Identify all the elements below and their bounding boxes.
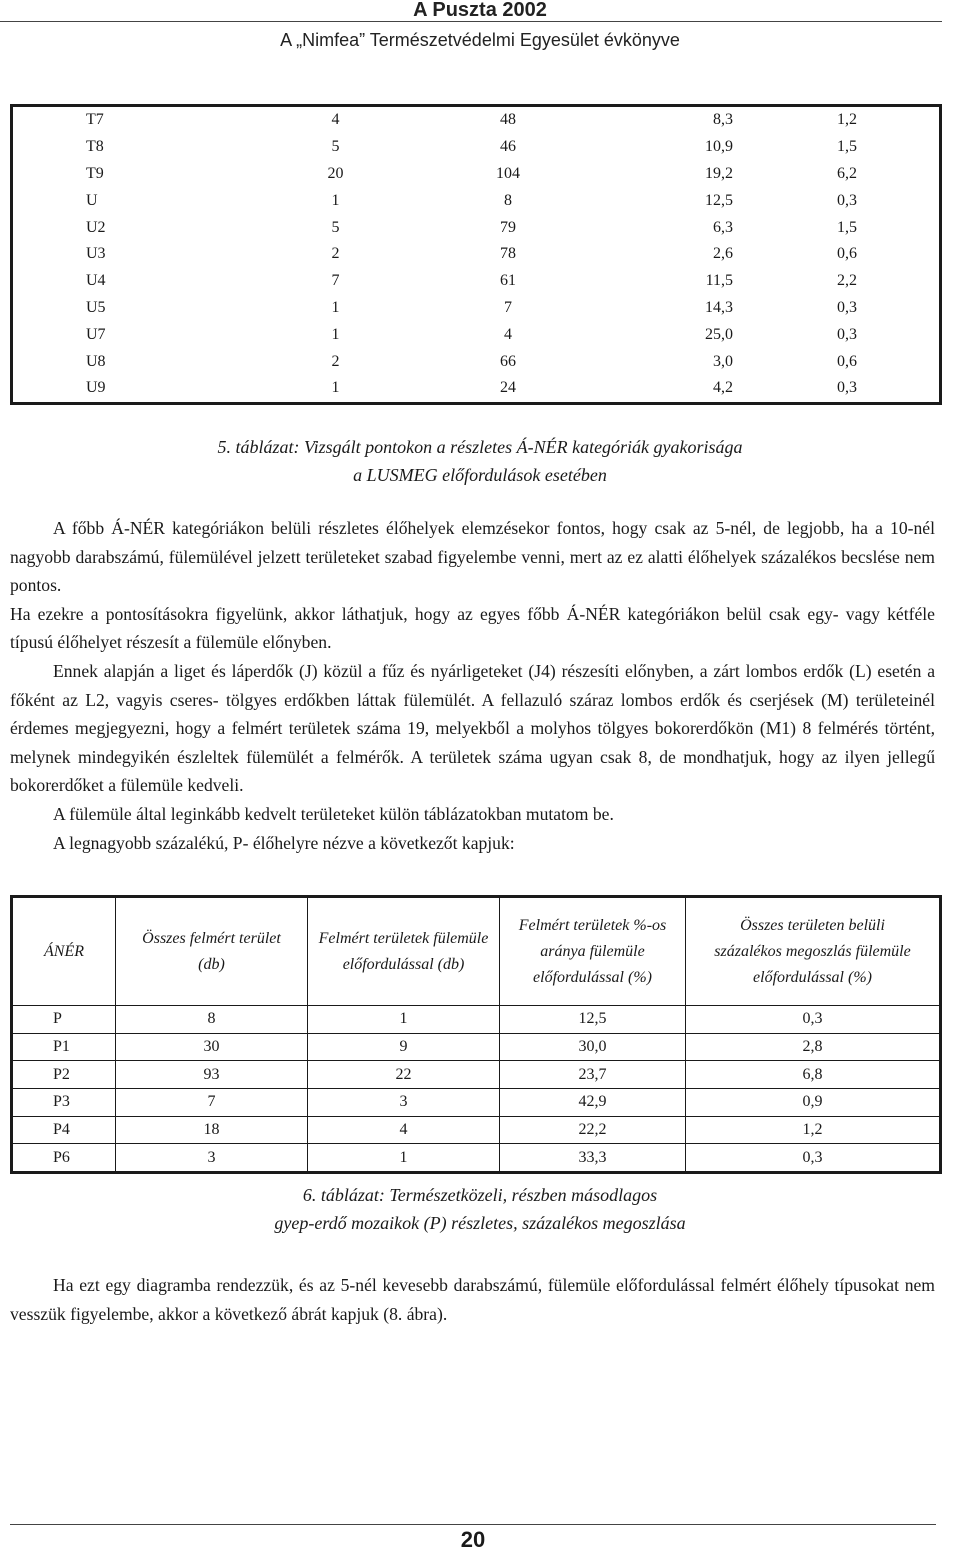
table-cell: 1 <box>308 1006 500 1034</box>
table-cell: 23,7 <box>500 1061 686 1089</box>
journal-title: A Puszta 2002 <box>413 0 547 21</box>
table-cell: U3 <box>86 245 106 263</box>
table-cell: 66 <box>500 352 516 370</box>
table-cell: U <box>86 191 98 209</box>
table-cell: U9 <box>86 379 106 397</box>
table-5 <box>10 104 942 405</box>
table-cell: 30,0 <box>500 1033 686 1061</box>
header-text: Összes felmért terület (db) <box>142 929 281 973</box>
table-cell: U4 <box>86 272 106 290</box>
header-divider <box>0 21 942 22</box>
table-6-header-row <box>12 897 941 1006</box>
table-cell: T8 <box>86 138 104 156</box>
table-cell: 22,2 <box>500 1116 686 1144</box>
table-cell: 7 <box>331 272 340 290</box>
paragraph: Ennek alapján a liget és láperdők (J) közül a fűz és nyárligeteket (J4) részesíti előnyben, a zárt lombos erdők (L) esetén a főként az L2, vagyis cseres- tölgyes erdőkben láttak fülemülét. A fellazuló száraz lombos erdők és cserjések (M) területeinél érdemes megjegyezni, hogy a felmért területek száma 19, melyekből a molyhos tölgyes bokorerdőkön (M1) 8 felmérés történt, melynek mindegyikén észleltek fülemülét a felmérők. A területek száma ugyan csak 8, de mondhatjuk, hogy az ilyen jellegű bokorerdőket a fülemüle kedveli. <box>10 660 935 796</box>
table-6-header-cell <box>500 897 686 1006</box>
journal-subtitle: A „Nimfea” Természetvédelmi Egyesület évkönyve <box>280 30 680 50</box>
table-row <box>12 106 941 134</box>
table-cell: P2 <box>12 1061 116 1089</box>
table-6-header-cell <box>686 897 941 1006</box>
table-cell: 8 <box>116 1006 308 1034</box>
table-cell: 7 <box>504 298 512 316</box>
table-cell: 10,9 <box>705 138 733 156</box>
table-5-caption-line1: 5. táblázat: Vizsgált pontokon a részletes Á-NÉR kategóriák gyakorisága <box>217 437 743 457</box>
table-cell: 6,2 <box>837 164 857 182</box>
table-cell: 1 <box>331 298 340 316</box>
table-cell: 11,5 <box>705 272 733 290</box>
table-cell: U7 <box>86 325 106 343</box>
table-cell: 93 <box>116 1061 308 1089</box>
table-cell: 30 <box>116 1033 308 1061</box>
table-cell: U8 <box>86 352 106 370</box>
table-cell: 4 <box>331 111 340 129</box>
table-row <box>12 187 941 214</box>
table-row <box>12 1116 941 1144</box>
table-row <box>12 1061 941 1089</box>
table-cell: P <box>12 1006 116 1034</box>
table-cell: 7 <box>116 1089 308 1117</box>
table-cell: 19,2 <box>705 164 733 182</box>
table-6 <box>10 895 942 1174</box>
table-cell: 9 <box>308 1033 500 1061</box>
table-6-caption-line2: gyep-erdő mozaikok (P) részletes, százalékos megoszlása <box>274 1213 686 1233</box>
table-cell: 4 <box>504 325 512 343</box>
table-5-caption <box>0 433 960 489</box>
body-text <box>10 514 935 857</box>
table-cell: 1 <box>331 325 340 343</box>
table-cell: 3 <box>116 1144 308 1173</box>
table-cell: 2 <box>331 352 340 370</box>
header-text: Felmért területek %-os aránya fülemüle előfordulással (%) <box>518 916 667 986</box>
table-cell: 24 <box>500 379 516 397</box>
table-cell: 0,3 <box>837 379 857 397</box>
table-cell: 104 <box>496 164 520 182</box>
header-text: Felmért területek fülemüle előfordulással (db) <box>318 929 489 973</box>
table-cell: 4,2 <box>713 379 733 397</box>
table-cell: 0,3 <box>686 1144 941 1173</box>
table-cell: U5 <box>86 298 106 316</box>
table-row <box>12 375 941 403</box>
table-cell: T9 <box>86 164 104 182</box>
table-6-header-cell <box>116 897 308 1006</box>
table-6-caption <box>0 1181 960 1237</box>
table-cell: U2 <box>86 218 106 236</box>
table-row <box>12 241 941 268</box>
table-row <box>12 161 941 188</box>
table-cell: 48 <box>500 111 516 129</box>
table-cell: 5 <box>331 138 340 156</box>
paragraph: Ha ezekre a pontosításokra figyelünk, akkor láthatjuk, hogy az egyes főbb Á-NÉR kategóriákon belül csak egy- vagy kétféle típusú élőhelyet részesít a fülemüle előnyben. <box>10 603 935 653</box>
table-row <box>12 1089 941 1117</box>
table-cell: 0,6 <box>837 245 857 263</box>
table-cell: 42,9 <box>500 1089 686 1117</box>
table-cell: T7 <box>86 111 104 129</box>
table-row <box>12 1006 941 1034</box>
table-cell: P1 <box>12 1033 116 1061</box>
table-cell: 3,0 <box>713 352 733 370</box>
table-cell: 1,5 <box>837 138 857 156</box>
table-cell: P6 <box>12 1144 116 1173</box>
table-6-caption-line1: 6. táblázat: Természetközeli, részben másodlagos <box>302 1185 658 1205</box>
paragraph: A fülemüle által leginkább kedvelt területeket külön táblázatokban mutatom be. <box>53 803 614 824</box>
table-cell: 2,2 <box>837 272 857 290</box>
table-cell: 6,8 <box>686 1061 941 1089</box>
table-cell: 3 <box>308 1089 500 1117</box>
table-cell: 0,3 <box>837 325 857 343</box>
table-row <box>12 268 941 295</box>
table-cell: 78 <box>500 245 516 263</box>
table-cell: 18 <box>116 1116 308 1144</box>
table-5-body <box>12 106 941 404</box>
table-cell: 8 <box>504 191 512 209</box>
table-cell: 2,8 <box>686 1033 941 1061</box>
table-cell: 61 <box>500 272 516 290</box>
table-row <box>12 321 941 348</box>
table-cell: 33,3 <box>500 1144 686 1173</box>
table-cell: 6,3 <box>713 218 733 236</box>
table-cell: 1,5 <box>837 218 857 236</box>
table-cell: 1 <box>331 379 340 397</box>
page-header <box>0 0 960 51</box>
table-6-body <box>12 1006 941 1173</box>
table-row <box>12 348 941 375</box>
table-cell: P3 <box>12 1089 116 1117</box>
table-cell: 79 <box>500 218 516 236</box>
paragraph: Ha ezt egy diagramba rendezzük, és az 5-nél kevesebb darabszámú, fülemüle előfordulással felmért élőhely típusokat nem vesszük figyelembe, akkor a következő ábrát kapjuk (8. ábra). <box>10 1275 935 1324</box>
table-cell: 0,3 <box>837 191 857 209</box>
table-cell: 22 <box>308 1061 500 1089</box>
table-cell: 4 <box>308 1116 500 1144</box>
paragraph: A főbb Á-NÉR kategóriákon belüli részletes élőhelyek elemzésekor fontos, hogy csak az 5-nél, de legjobb, ha a 10-nél nagyobb darabszámú, fülemülével jelzett területeket szabad figyelembe venni, mert az ez alatti élőhelyek százalékos becslése nem pontos. <box>10 518 935 596</box>
closing-text <box>10 1271 935 1328</box>
table-cell: 1,2 <box>686 1116 941 1144</box>
table-row <box>12 295 941 322</box>
table-row <box>12 134 941 161</box>
table-row <box>12 1144 941 1173</box>
table-cell: 46 <box>500 138 516 156</box>
table-6-header-cell: ÁNÉR <box>12 897 116 1006</box>
table-cell: 0,3 <box>686 1006 941 1034</box>
table-cell: 12,5 <box>500 1006 686 1034</box>
table-cell: 0,9 <box>686 1089 941 1117</box>
table-row <box>12 214 941 241</box>
table-cell: 2 <box>331 245 340 263</box>
table-cell: 2,6 <box>713 245 733 263</box>
table-5-caption-line2: a LUSMEG előfordulások esetében <box>353 465 607 485</box>
table-cell: 12,5 <box>705 191 733 209</box>
table-cell: P4 <box>12 1116 116 1144</box>
paragraph: A legnagyobb százalékú, P- élőhelyre nézve a következőt kapjuk: <box>53 832 515 853</box>
page-number: 20 <box>460 1527 486 1552</box>
table-row <box>12 1033 941 1061</box>
footer-divider <box>10 1524 936 1525</box>
table-cell: 25,0 <box>705 325 733 343</box>
table-cell: 14,3 <box>705 298 733 316</box>
table-cell: 8,3 <box>713 111 733 129</box>
table-6-header-cell <box>308 897 500 1006</box>
table-cell: 5 <box>331 218 340 236</box>
table-cell: 1 <box>308 1144 500 1173</box>
table-cell: 1,2 <box>837 111 857 129</box>
table-cell: 20 <box>327 164 344 182</box>
table-cell: 1 <box>331 191 340 209</box>
table-cell: 0,3 <box>837 298 857 316</box>
header-text: Összes területen belüli százalékos megoszlás fülemüle előfordulással (%) <box>714 916 911 986</box>
table-cell: 0,6 <box>837 352 857 370</box>
